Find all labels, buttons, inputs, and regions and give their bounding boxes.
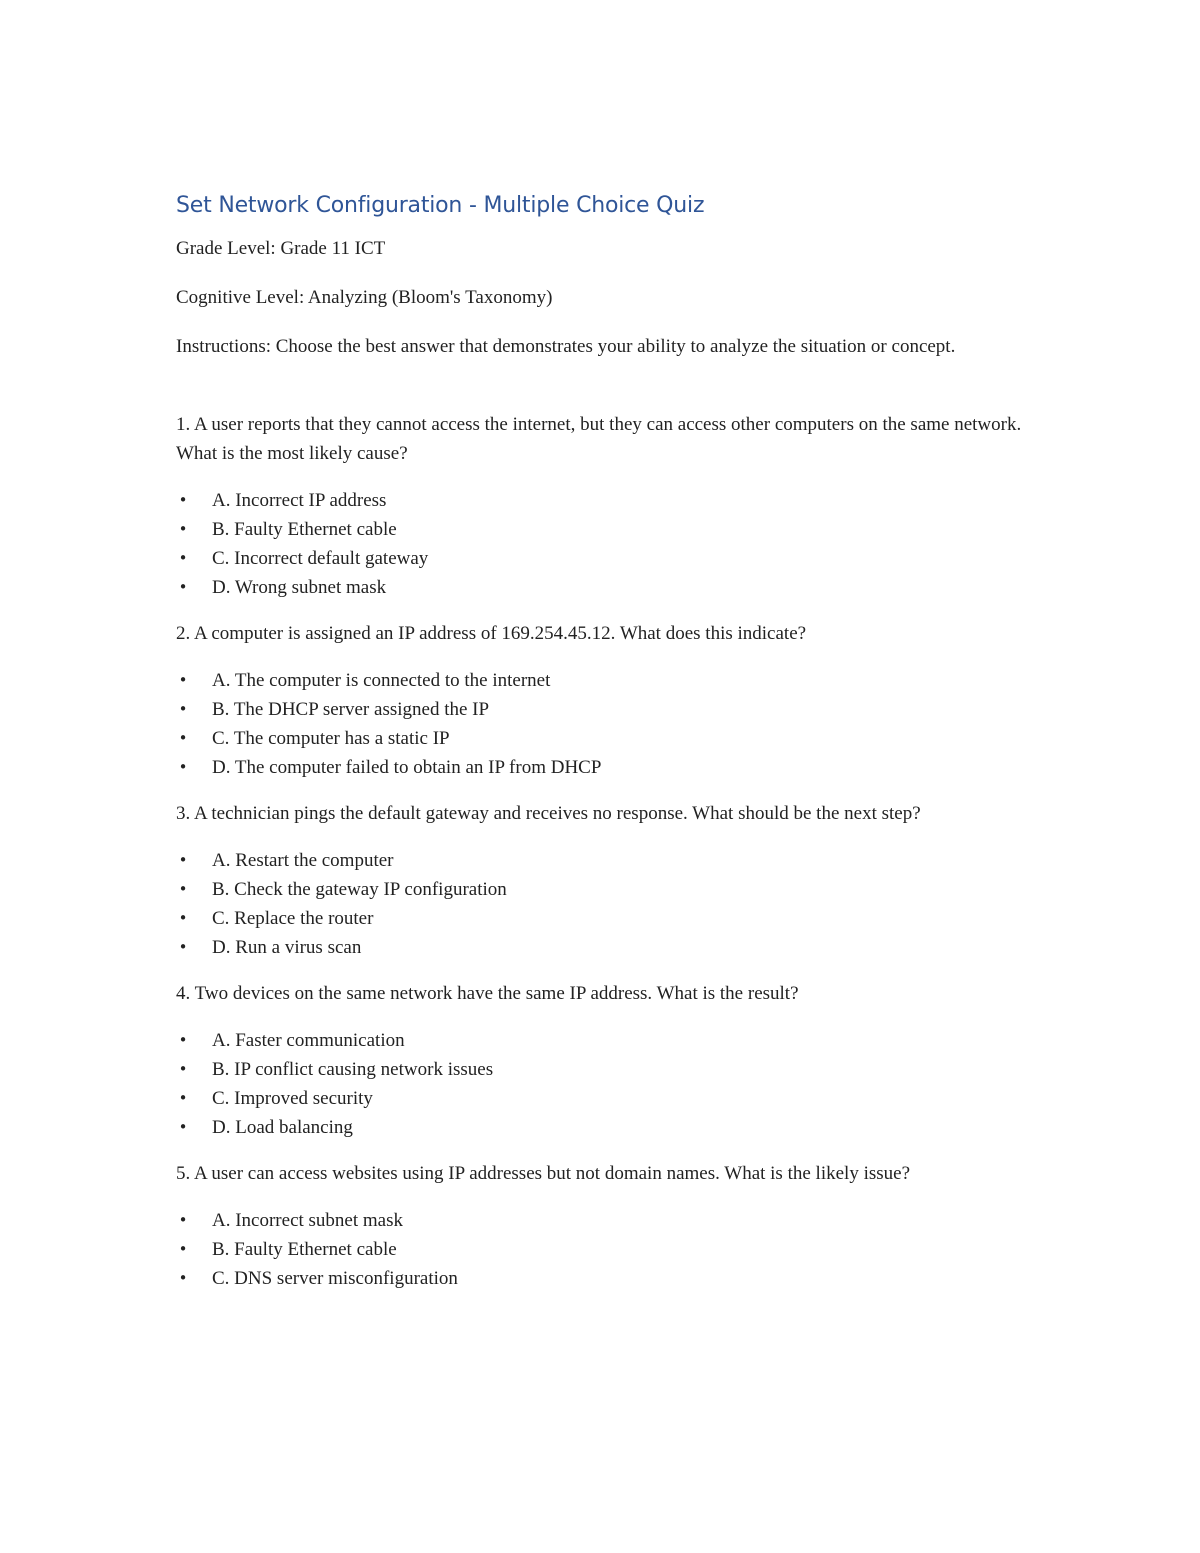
question-text: 1. A user reports that they cannot access the internet, but they can access other computers on the same network. What is the most likely cause? [176, 414, 1022, 464]
option-label: D. The computer failed to obtain an IP from DHCP [212, 757, 602, 778]
option-list [176, 666, 1036, 782]
option-item [176, 486, 1036, 515]
bullet-icon: • [178, 671, 188, 689]
option-label: C. Improved security [212, 1088, 373, 1109]
option-item [176, 544, 1036, 573]
option-item [176, 515, 1036, 544]
option-label: A. Restart the computer [212, 850, 394, 871]
instructions: Instructions: Choose the best answer that demonstrates your ability to analyze the situation or concept. [176, 336, 956, 357]
option-item [176, 1264, 1036, 1293]
question-text: 3. A technician pings the default gateway and receives no response. What should be the next step? [176, 803, 921, 824]
option-label: B. The DHCP server assigned the IP [212, 699, 490, 720]
option-item [176, 1113, 1036, 1142]
bullet-icon: • [178, 758, 188, 776]
bullet-icon: • [178, 729, 188, 747]
grade-level: Grade Level: Grade 11 ICT [176, 238, 386, 259]
option-item [176, 1055, 1036, 1084]
option-list [176, 846, 1036, 962]
bullet-icon: • [178, 909, 188, 927]
bullet-icon: • [178, 1240, 188, 1258]
bullet-icon: • [178, 1269, 188, 1287]
option-item [176, 724, 1036, 753]
option-label: C. The computer has a static IP [212, 728, 450, 749]
option-item [176, 1084, 1036, 1113]
bullet-icon: • [178, 880, 188, 898]
bullet-icon: • [178, 520, 188, 538]
option-label: B. Faulty Ethernet cable [212, 1239, 397, 1260]
bullet-icon: • [178, 1118, 188, 1136]
question-4 [176, 979, 1036, 1142]
option-label: A. Faster communication [212, 1030, 405, 1051]
option-item [176, 875, 1036, 904]
option-label: C. Incorrect default gateway [212, 548, 429, 569]
bullet-icon: • [178, 938, 188, 956]
question-text: 2. A computer is assigned an IP address of 169.254.45.12. What does this indicate? [176, 623, 807, 644]
option-item [176, 666, 1036, 695]
bullet-icon: • [178, 851, 188, 869]
option-label: D. Wrong subnet mask [212, 577, 387, 598]
option-label: C. DNS server misconfiguration [212, 1268, 458, 1289]
option-list [176, 486, 1036, 602]
bullet-icon: • [178, 1060, 188, 1078]
option-list [176, 1206, 1036, 1293]
option-label: B. Check the gateway IP configuration [212, 879, 507, 900]
question-list [176, 410, 1036, 1293]
bullet-icon: • [178, 1031, 188, 1049]
bullet-icon: • [178, 700, 188, 718]
option-label: A. Incorrect subnet mask [212, 1210, 403, 1231]
document-page [176, 190, 1036, 1310]
option-item [176, 904, 1036, 933]
page-title: Set Network Configuration - Multiple Choice Quiz [176, 193, 705, 218]
option-item [176, 846, 1036, 875]
question-5 [176, 1159, 1036, 1293]
option-item [176, 753, 1036, 782]
option-item [176, 695, 1036, 724]
option-item [176, 1026, 1036, 1055]
bullet-icon: • [178, 1211, 188, 1229]
option-label: D. Load balancing [212, 1117, 353, 1138]
bullet-icon: • [178, 491, 188, 509]
bullet-icon: • [178, 549, 188, 567]
cognitive-level: Cognitive Level: Analyzing (Bloom's Taxonomy) [176, 287, 553, 308]
question-text: 4. Two devices on the same network have the same IP address. What is the result? [176, 983, 799, 1004]
question-3 [176, 799, 1036, 962]
option-list [176, 1026, 1036, 1142]
bullet-icon: • [178, 1089, 188, 1107]
option-label: B. Faulty Ethernet cable [212, 519, 397, 540]
option-item [176, 1235, 1036, 1264]
option-label: A. Incorrect IP address [212, 490, 387, 511]
option-item [176, 573, 1036, 602]
bullet-icon: • [178, 578, 188, 596]
option-label: C. Replace the router [212, 908, 374, 929]
question-text: 5. A user can access websites using IP addresses but not domain names. What is the likely issue? [176, 1163, 910, 1184]
option-item [176, 933, 1036, 962]
question-1 [176, 410, 1036, 602]
option-label: A. The computer is connected to the internet [212, 670, 551, 691]
option-item [176, 1206, 1036, 1235]
option-label: D. Run a virus scan [212, 937, 362, 958]
question-2 [176, 619, 1036, 782]
option-label: B. IP conflict causing network issues [212, 1059, 494, 1080]
